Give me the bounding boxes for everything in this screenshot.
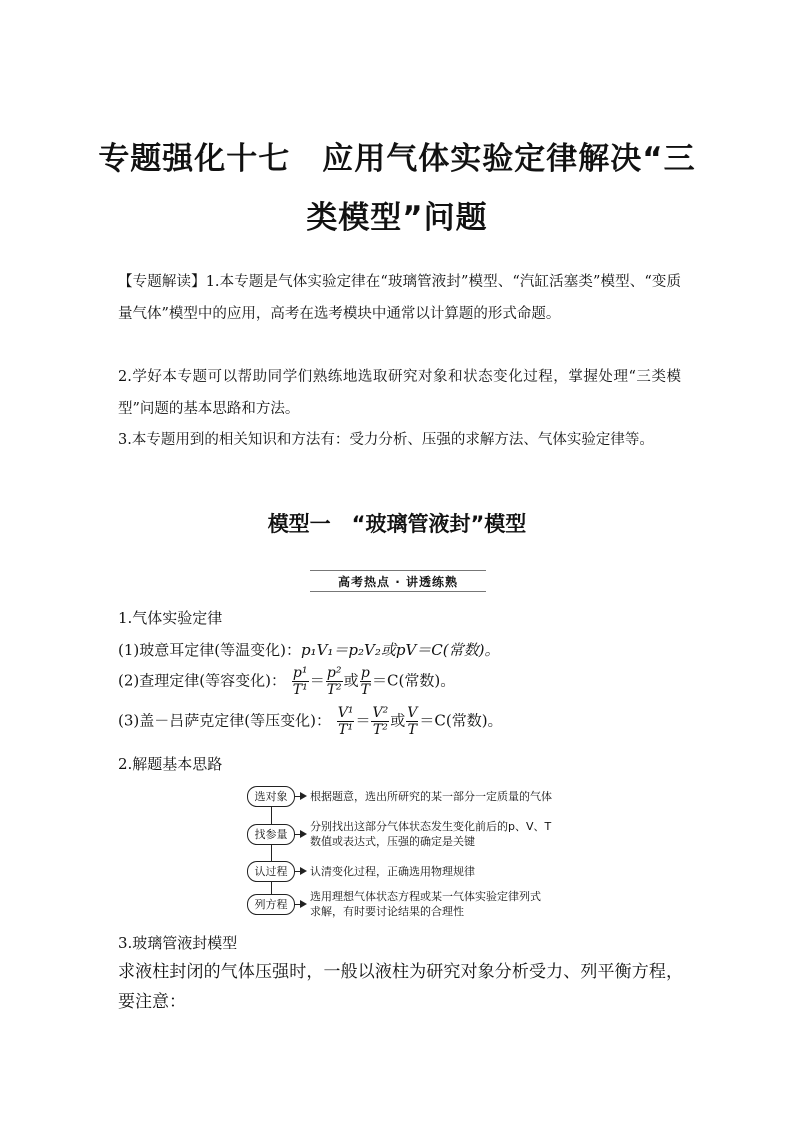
page-title-line-1: 专题强化十七 应用气体实验定律解决“三: [98, 141, 696, 177]
heading-gas-laws: 1.气体实验定律: [118, 609, 223, 627]
law-gay-lussac: [118, 705, 503, 738]
flow-step-find-params: 找参量: [247, 824, 295, 845]
intro-paragraph-2: 2.学好本专题可以帮助同学们熟练地选取研究对象和状态变化过程，掌握处理“三类模型”问题的基本思路和方法。: [118, 369, 681, 417]
heading-glass-tube-model: 3.玻璃管液封模型: [118, 934, 238, 952]
intro-text-1: 1.本专题是气体实验定律在“玻璃管液封”模型、“汽缸活塞类”模型、“变质量气体”模型中的应用，高考在选考模块中通常以计算题的形式命题。: [118, 274, 682, 322]
fraction-p-T: [360, 665, 371, 698]
section-banner: [310, 570, 486, 592]
section-title: 模型一 “玻璃管液封”模型: [267, 512, 527, 536]
flow-desc-find-params-2: 数值或表达式，压强的确定是关键: [310, 835, 475, 848]
intro-paragraph-3: 3.本专题用到的相关知识和方法有：受力分析、压强的求解方法、气体实验定律等。: [118, 432, 654, 448]
denominator: T: [407, 722, 417, 738]
law-boyle: [118, 639, 500, 660]
flow-arrow-icon: [300, 900, 307, 908]
numerator: p²: [326, 665, 342, 681]
denominator: T²: [326, 682, 342, 698]
numerator: V²: [372, 705, 389, 721]
numerator: p: [360, 665, 370, 681]
numerator: V¹: [337, 705, 354, 721]
flow-desc-write-equations-1: 选用理想气体状态方程或某一气体实验定律列式: [310, 890, 541, 903]
numerator: p¹: [292, 665, 308, 681]
law-boyle-formula: p₁V₁＝p₂V₂或pV＝C(常数)。: [300, 641, 500, 659]
flow-desc-select-object: 根据题意，选出所研究的某一部分一定质量的气体: [310, 790, 552, 803]
flow-desc-write-equations-2: 求解，有时要讨论结果的合理性: [310, 905, 464, 918]
fraction-p1-T1: [292, 665, 309, 698]
fraction-V-T: [406, 705, 418, 738]
intro-label: 【专题解读】: [118, 274, 206, 290]
denominator: T: [360, 682, 371, 698]
intro-paragraph-1: [118, 266, 681, 330]
law-charles-suffix: ＝C(常数)。: [372, 671, 456, 690]
flow-arrow-icon: [300, 792, 307, 800]
denominator: T²: [372, 722, 388, 738]
fraction-V1-T1: [337, 705, 355, 738]
law-boyle-prefix: (1)玻意耳定律(等温变化)：: [118, 641, 301, 659]
or-text: 或: [343, 671, 359, 690]
banner-text: 高考热点 · 讲透练熟: [338, 575, 458, 589]
numerator: V: [407, 705, 418, 721]
flow-step-write-equations: 列方程: [247, 894, 295, 915]
denominator: T¹: [292, 682, 308, 698]
or-text: 或: [390, 711, 406, 730]
banner-bottom-rule: [310, 591, 486, 592]
page-title-line-2: 类模型”问题: [306, 200, 488, 236]
law-gay-lussac-prefix: (3)盖－吕萨克定律(等压变化)：: [118, 711, 331, 730]
flow-connector-line: [271, 793, 272, 905]
heading-approach: 2.解题基本思路: [118, 755, 223, 773]
glass-tube-body-text: 求液柱封闭的气体压强时，一般以液柱为研究对象分析受力、列平衡方程，要注意：: [118, 962, 683, 1012]
flow-desc-find-params-1: 分别找出这部分气体状态发生变化前后的p、V、T: [310, 820, 552, 833]
law-gay-lussac-suffix: ＝C(常数)。: [419, 711, 503, 730]
flow-arrow-icon: [300, 867, 307, 875]
denominator: T¹: [338, 722, 354, 738]
law-charles-prefix: (2)查理定律(等容变化)：: [118, 671, 286, 690]
fraction-p2-T2: [326, 665, 343, 698]
law-charles: [118, 665, 455, 698]
flow-desc-identify-process: 认清变化过程，正确选用物理规律: [310, 865, 475, 878]
banner-top-rule: [310, 570, 486, 571]
flow-step-identify-process: 认过程: [247, 861, 295, 882]
flow-arrow-icon: [300, 830, 307, 838]
approach-flowchart: [244, 783, 564, 923]
fraction-V2-T2: [371, 705, 389, 738]
equals-sign: ＝: [309, 671, 325, 690]
flow-step-select-object: 选对象: [247, 786, 295, 807]
equals-sign: ＝: [355, 711, 371, 730]
